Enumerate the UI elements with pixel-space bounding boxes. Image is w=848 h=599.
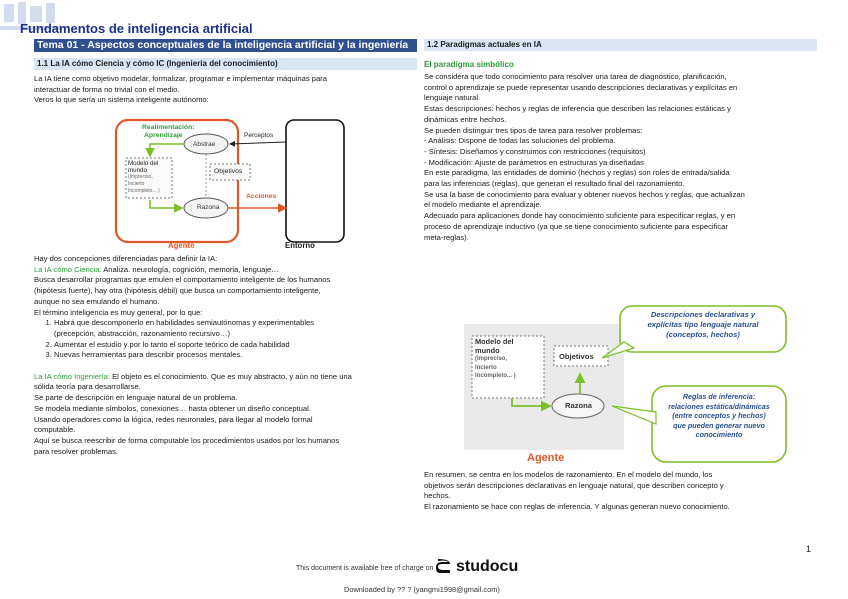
summary-line: objetivos serán descripciones declarativas en lenguaje natural, que describen concepto y xyxy=(424,480,724,490)
actions-label: Acciones xyxy=(246,193,277,200)
callout-line: (conceptos, hechos) xyxy=(666,330,740,339)
footer-available-text: This document is available free of charge on xyxy=(296,565,434,572)
science-detail: aunque no sea emulando el humano. xyxy=(34,296,160,306)
reason-label-2: Razona xyxy=(565,401,593,410)
engineering-detail: Se modela mediante símbolos, conexiones… hasta obtener un diseño conceptual. xyxy=(34,403,311,413)
list-item-sub: (precepción, abstracción, razonamiento recursivo…) xyxy=(54,328,230,338)
list-item: 2. Aumentar el estudio y por lo tanto el soporte teórico de cada habilidad xyxy=(54,340,352,351)
declarative-callout-text xyxy=(624,310,782,340)
engineering-detail: Usando operadores como la lógica, redes neuronales, para llegar al modelo formal xyxy=(34,414,313,424)
intro-line: interactuar de forma no trivial con el medio. xyxy=(34,84,180,94)
callout-line: relaciones estática/dinámicas xyxy=(668,401,770,411)
list-item xyxy=(54,318,352,339)
world-model-label-2 xyxy=(475,338,516,381)
science-label: La IA cómo Ciencia: xyxy=(34,264,102,274)
right-summary xyxy=(424,470,730,513)
intro-line: La IA tiene como objetivo modelar, formalizar, programar e implementar máquinas para xyxy=(34,74,327,83)
engineering-detail: Se parte de descripción en lenguaje natural de un problema. xyxy=(34,393,238,403)
paradigm-line: dinámicas entre hechos. xyxy=(424,114,507,124)
paradigm-line: - Síntesis: Diseñamos y construimos con restricciones (requisitos) xyxy=(424,146,646,156)
paradigm-line: lenguaje natural. xyxy=(424,93,481,103)
paradigm-line: Estas descripciones: hechos y reglas de inferencia que describen las relaciones estáticas y xyxy=(424,104,731,114)
engineering-text: El objeto es el conocimiento. Que es muy abstracto, y aún no tiene una xyxy=(110,371,352,381)
downloaded-by-text: Downloaded by ?? ? (yangmi1998@gmail.com) xyxy=(344,585,500,594)
engineering-label: La IA cómo Ingeniería: xyxy=(34,371,110,381)
paradigm-line: En este paradigma, las entidades de dominio (hechos y reglas) son roles de entrada/salida xyxy=(424,168,730,178)
abstract-label: Abstrae xyxy=(193,141,216,148)
studocu-brand[interactable]: studocu xyxy=(456,558,519,575)
world-model-line: Modelo del xyxy=(128,160,159,167)
world-model-line: (Impreciso, xyxy=(475,356,508,363)
engineering-detail: sólida teoría para desarrollarse. xyxy=(34,382,141,392)
world-model-line: Incompleto... ) xyxy=(475,373,516,380)
paradigm-line: proceso de aprendizaje inductivo (ya que se tiene conocimiento suficiente para especificar xyxy=(424,221,728,231)
science-line xyxy=(34,265,352,276)
summary-line: En resumen, se centra en los modelos de razonamiento. En el modelo del mundo, los xyxy=(424,470,713,479)
agent-label: Agente xyxy=(168,241,195,250)
callout-line: explícitas tipo lenguaje natural xyxy=(647,320,759,329)
engineering-detail: Aquí se busca reescribir de forma computable los procedimientos usados por los humanos xyxy=(34,435,340,445)
feedback-text: Realimentación: xyxy=(142,124,195,131)
section-title-1-1: 1.1 La IA cómo Ciencia y cómo IC (Ingeniería del conocimiento) xyxy=(34,58,417,70)
objectives-label: Objetivos xyxy=(214,168,243,175)
paradigm-line: control o aprendizaje se puede representar usando descripciones declarativas y explícitas en xyxy=(424,82,738,92)
left-body xyxy=(34,254,352,457)
paradigm-line: Se usa la base de conocimiento para evaluar y obtener nuevos hechos y reglas, que actualizan xyxy=(424,189,745,199)
reason-label: Razona xyxy=(197,204,220,211)
document-title: Fundamentos de inteligencia artificial xyxy=(20,21,253,36)
callout-line: conocimiento xyxy=(695,430,743,440)
paradigm-line: - Modificación: Ajuste de parámetros en estructuras ya diseñadas xyxy=(424,157,644,167)
conceptions-intro: Hay dos concepciones diferenciadas para definir la IA: xyxy=(34,254,218,263)
world-model-line: mundo xyxy=(475,345,500,355)
engineering-detail: computable. xyxy=(34,425,76,435)
paradigm-line: Adecuado para aplicaciones donde hay conocimiento suficiente para especificar reglas, y en xyxy=(424,211,736,221)
callout-line: que pueden generar nuevo xyxy=(673,420,765,430)
callout-line: Descripciones declarativas y xyxy=(650,310,756,319)
paradigm-subtitle: El paradigma simbólico xyxy=(424,60,514,69)
world-model-line: (Impreciso, xyxy=(128,174,153,180)
learning-text: Aprendizaje xyxy=(144,132,183,139)
skills-list xyxy=(34,318,352,361)
paradigm-line: Se pueden distinguir tres tipos de tarea para resolver problemas: xyxy=(424,125,643,135)
list-item: 3. Nuevas herramientas para describir procesos mentales. xyxy=(54,350,352,361)
world-model-line: Incierto xyxy=(128,181,145,187)
paradigm-line: meta-reglas). xyxy=(424,232,469,242)
objectives-label-2: Objetivos xyxy=(559,352,594,361)
studocu-logo-icon xyxy=(434,556,454,576)
inference-callout-text xyxy=(652,392,786,440)
topic-bar: Tema 01 - Aspectos conceptuales de la inteligencia artificial y la ingeniería xyxy=(34,39,417,52)
engineering-detail: para resolver problemas. xyxy=(34,446,118,456)
callout-line: (entre conceptos y hechos) xyxy=(672,411,766,421)
paradigm-line: el modelo mediante el aprendizaje. xyxy=(424,200,542,210)
left-intro xyxy=(34,74,327,106)
science-text: Analiza. neurología, cognición, memoria, lenguaje… xyxy=(101,264,279,274)
right-body xyxy=(424,72,745,243)
science-detail: El término inteligencia es muy general, por lo que: xyxy=(34,307,203,317)
paradigm-line: para las inferencias (reglas), que generan el resultado final del razonamiento. xyxy=(424,179,685,189)
spacer xyxy=(34,361,352,372)
world-model-line: Modelo del xyxy=(475,337,514,346)
agent-label-2: Agente xyxy=(527,452,565,464)
environment-label: Entorno xyxy=(285,241,315,250)
world-model-label xyxy=(128,160,160,195)
paradigm-line: - Análisis: Dispone de todas las soluciones del problema. xyxy=(424,136,616,146)
science-detail: Busca desarrollar programas que emulen el comportamiento inteligente de los humanos xyxy=(34,275,331,285)
world-model-line: Incompleto... ) xyxy=(128,188,160,194)
callout-line: Reglas de inferencia: xyxy=(682,392,756,401)
percepts-label: Perceptos xyxy=(244,132,274,139)
summary-line: hechos. xyxy=(424,491,451,501)
diagram-feedback-label xyxy=(142,124,195,140)
science-detail: (hipótesis fuerte), hay otra (hipótesis débil) que busca un comportamiento inteligente, xyxy=(34,286,321,296)
intro-line: Veros lo que sería un sistema inteligente autónomo: xyxy=(34,95,209,105)
section-title-1-2: 1.2 Paradigmas actuales en IA xyxy=(424,39,817,51)
world-model-line: Incierto xyxy=(475,364,497,371)
page-number: 1 xyxy=(806,544,812,554)
engineering-line xyxy=(34,372,352,383)
environment-box xyxy=(286,120,344,242)
paradigm-line: Se considera que todo conocimiento para resolver una tarea de diagnóstico, planificación, xyxy=(424,72,727,81)
list-item-text: Habrá que descomponerlo en habilidades semiautónomas y experimentables xyxy=(54,318,315,328)
world-model-line: mundo xyxy=(128,167,147,174)
summary-line: El razonamiento se hace con reglas de inferencia. Y algunas generan nuevo conocimiento. xyxy=(424,502,730,512)
